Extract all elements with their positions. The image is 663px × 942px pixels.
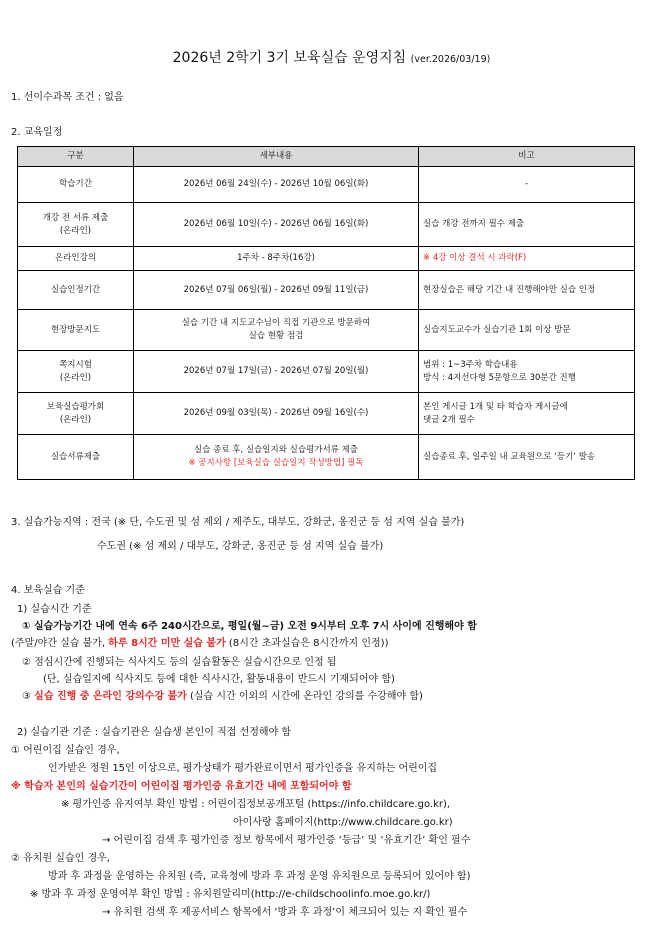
rule-hours-2a: ② 점심시간에 진행되는 식사지도 등의 실습활동은 실습시간으로 인정 됨 [22,657,337,668]
kindergarten-check-steps: → 유치원 검색 후 제공서비스 항목에서 ‘방과 후 과정’이 체크되어 있는 지 확인 필수 [102,907,468,918]
daycare-requirement: 인가받은 정원 15인 이상으로, 평가상태가 평가완료이면서 평가인증을 유지하는 어린이집 [48,763,438,774]
row-notes: 현장실습은 해당 기간 내 진행해야만 실습 인정 [419,271,635,310]
section-1: 1. 선이수과목 조건 : 없음 [11,92,124,103]
row-category: 온라인강의 [18,247,134,271]
row-details: 2026년 07월 06일(월) - 2026년 09월 11일(금) [134,271,419,310]
daycare-validity-note: ※ 학습자 본인의 실습기간이 어린이집 평가인증 유효기간 내에 포함되어야 함 [11,781,352,792]
col-header-details: 세부내용 [134,147,419,167]
daycare-check-steps: → 어린이집 검색 후 평가인증 정보 항목에서 평가인증 ‘등급’ 및 ‘유효기간’ 확인 필수 [102,835,471,846]
row-category: 현장방문지도 [18,310,134,351]
row-category: 학습기간 [18,167,134,203]
section-2-heading: 2. 교육일정 [11,127,63,138]
section-4-heading: 4. 보육실습 기준 [11,585,85,596]
daycare-case: ① 어린이집 실습인 경우, [11,745,120,756]
row-notes: 실습지도교수가 실습기관 1회 이상 방문 [419,310,635,351]
table-row [18,167,635,203]
kindergarten-check-method: ※ 방과 후 과정 운영여부 확인 방법 : 유치원알리미(http://e-childschoolinfo.moe.go.kr/) [30,889,431,900]
rule-hours-1a: ① 실습가능기간 내에 연속 6주 240시간으로, 평일(월~금) 오전 9시부터 오후 7시 사이에 진행해야 함 [22,621,477,632]
subsection-institution: 2) 실습기관 기준 : 실습기관은 실습생 본인이 직접 선정해야 함 [17,727,292,738]
rule-hours-1b: (주말/야간 실습 불가, 하루 8시간 미만 실습 불가 (8시간 초과실습은 8시간까지 인정)) [11,638,389,649]
rule-hours-3: ③ 실습 진행 중 온라인 강의수강 불가 (실습 시간 이외의 시간에 온라인 강의를 수강해야 함) [22,691,423,702]
table-row [18,203,635,247]
row-category: 보육실습평가회 (온라인) [18,393,134,435]
row-category: 개강 전 서류 제출 (온라인) [18,203,134,247]
table-row [18,393,635,435]
row-details: 1주차 - 8주차(16강) [134,247,419,271]
row-category: 실습서류제출 [18,435,134,480]
col-header-notes: 비고 [419,147,635,167]
section-3-line1: 3. 실습가능지역 : 전국 (※ 단, 수도권 및 섬 제외 / 제주도, 대부도, 강화군, 옹진군 등 섬 지역 실습 불가) [11,517,465,528]
col-header-category: 구분 [18,147,134,167]
schedule-table [17,146,635,480]
row-details: 2026년 06월 24일(수) - 2026년 10월 06일(화) [134,167,419,203]
daycare-check-site: 아이사랑 홈페이지(http://www.childcare.go.kr) [233,817,453,828]
page-title [0,47,663,67]
subsection-hours: 1) 실습시간 기준 [17,604,92,615]
row-notes: 실습 개강 전까지 필수 제출 [419,203,635,247]
version-label: (ver.2026/03/19) [410,54,491,65]
daycare-check-method: ※ 평가인증 유지여부 확인 방법 : 어린이집정보공개포털 (https://info.childcare.go.kr), [61,799,451,810]
rule-hours-2b: (단, 실습일지에 식사지도 등에 대한 식사시간, 활동내용이 반드시 기재되어야 함) [43,674,395,685]
table-row [18,310,635,351]
row-details: 2026년 06월 10일(수) - 2026년 06월 16일(화) [134,203,419,247]
row-notes: 범위 : 1~3주차 학습내용 방식 : 4지선다형 5문항으로 30분간 진행 [419,351,635,393]
table-row [18,247,635,271]
title-text: 2026년 2학기 3기 보육실습 운영지침 [172,50,407,66]
row-notes: - [419,167,635,203]
kindergarten-requirement: 방과 후 과정을 운영하는 유치원 (즉, 교육청에 방과 후 과정 운영 유치원으로 등록되어 있어야 함) [48,871,471,882]
section-3-line2: 수도권 (※ 섬 제외 / 대부도, 강화군, 옹진군 등 섬 지역 실습 불가) [97,541,384,552]
table-header-row [18,147,635,167]
kindergarten-case: ② 유치원 실습인 경우, [11,853,110,864]
row-category: 쪽지시험 (온라인) [18,351,134,393]
row-category: 실습인정기간 [18,271,134,310]
table-row [18,271,635,310]
row-notes: 실습종료 후, 일주일 내 교육원으로 ‘등기’ 발송 [419,435,635,480]
row-details: 실습 기간 내 지도교수님이 직접 기관으로 방문하여 실습 현황 점검 [134,310,419,351]
row-details: 2026년 07월 17일(금) - 2026년 07월 20일(월) [134,351,419,393]
row-details: 2026년 09월 03일(목) - 2026년 09월 16일(수) [134,393,419,435]
row-details: 실습 종료 후, 실습일지와 실습평가서류 제출 ※ 공지사항 [보육실습 실습일지 작성방법] 필독 [134,435,419,480]
table-row [18,351,635,393]
row-notes: ※ 4강 이상 결석 시 과락(F) [419,247,635,271]
table-row [18,435,635,480]
row-notes: 본인 게시글 1개 및 타 학습자 게시글에 댓글 2개 필수 [419,393,635,435]
